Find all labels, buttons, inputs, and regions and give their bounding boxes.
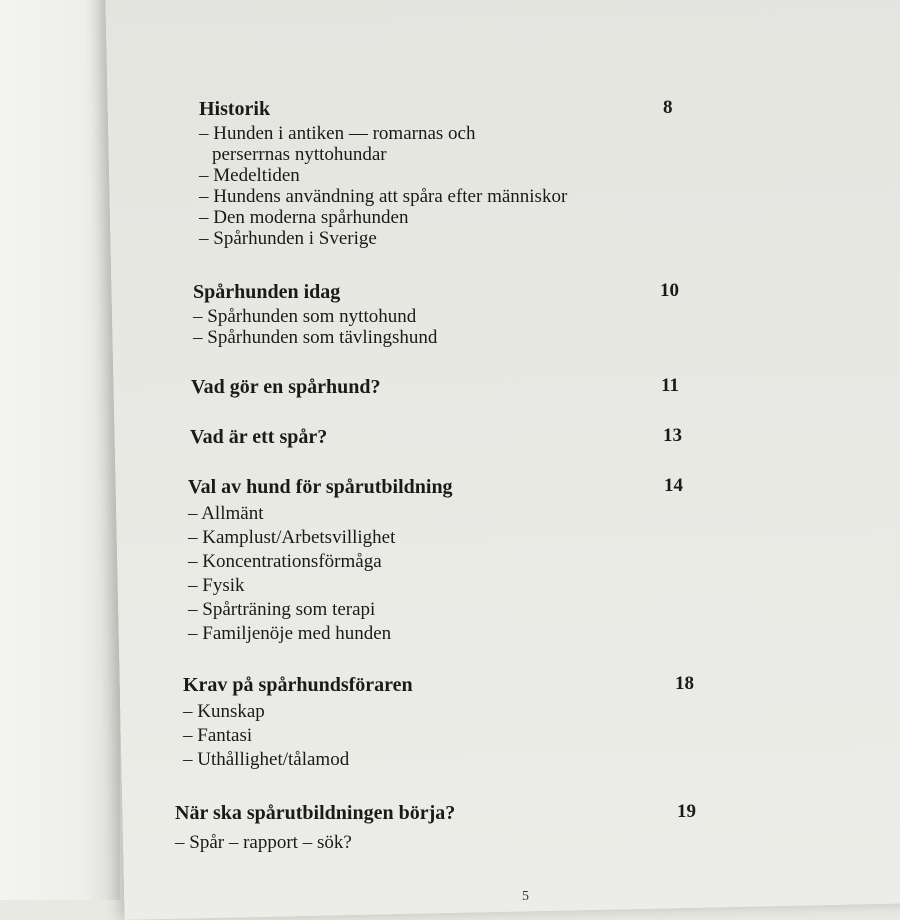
list-item: – Den moderna spårhunden	[199, 207, 409, 228]
section-heading: Historik	[199, 98, 271, 120]
toc-section-sparhunden-idag	[193, 280, 679, 348]
section-items	[199, 123, 567, 249]
footer-page-number: 5	[522, 889, 529, 904]
section-page-number: 11	[661, 375, 679, 396]
toc-section-historik	[199, 97, 673, 249]
section-page-number: 8	[663, 97, 673, 118]
list-item: – Koncentrationsförmåga	[188, 551, 382, 572]
section-heading: Vad är ett spår?	[190, 426, 328, 448]
section-page-number: 19	[677, 801, 696, 822]
list-item: – Medeltiden	[199, 165, 300, 186]
list-item: – Allmänt	[188, 503, 264, 524]
section-items	[183, 700, 413, 772]
list-item: – Spårhunden som tävlingshund	[193, 327, 438, 348]
toc-section-vad-gor	[191, 375, 679, 399]
section-items	[175, 832, 455, 853]
list-item: – Fysik	[188, 575, 245, 596]
list-item: – Hundens användning att spåra efter människor	[199, 186, 568, 207]
section-heading: När ska spårutbildningen börja?	[175, 802, 456, 824]
list-item: – Fantasi	[183, 725, 253, 746]
toc-section-nar-ska	[175, 801, 696, 853]
list-item: – Spårträning som terapi	[188, 599, 376, 620]
section-heading: Krav på spårhundsföraren	[183, 674, 413, 696]
section-heading: Val av hund för spårutbildning	[188, 476, 453, 498]
section-heading: Spårhunden idag	[193, 281, 341, 303]
section-heading: Vad gör en spårhund?	[191, 376, 381, 398]
list-item: – Spårhunden som nyttohund	[193, 306, 417, 327]
section-items	[188, 502, 453, 646]
list-item: – Kunskap	[183, 701, 265, 722]
section-page-number: 10	[660, 280, 679, 301]
list-item: – Hunden i antiken — romarnas och perserrnas nyttohundar	[199, 123, 476, 165]
toc-section-vad-ar	[190, 425, 682, 449]
section-page-number: 18	[675, 673, 694, 694]
section-items	[193, 306, 437, 348]
toc-section-val-av-hund	[188, 475, 683, 646]
section-page-number: 13	[663, 425, 682, 446]
list-item: – Kamplust/Arbetsvillighet	[188, 527, 396, 548]
toc-section-krav	[183, 673, 694, 772]
list-item: – Uthållighet/tålamod	[183, 749, 350, 770]
list-item: – Familjenöje med hunden	[188, 623, 392, 644]
list-item: – Spår – rapport – sök?	[175, 832, 352, 853]
section-page-number: 14	[664, 475, 683, 496]
list-item: – Spårhunden i Sverige	[199, 228, 377, 249]
